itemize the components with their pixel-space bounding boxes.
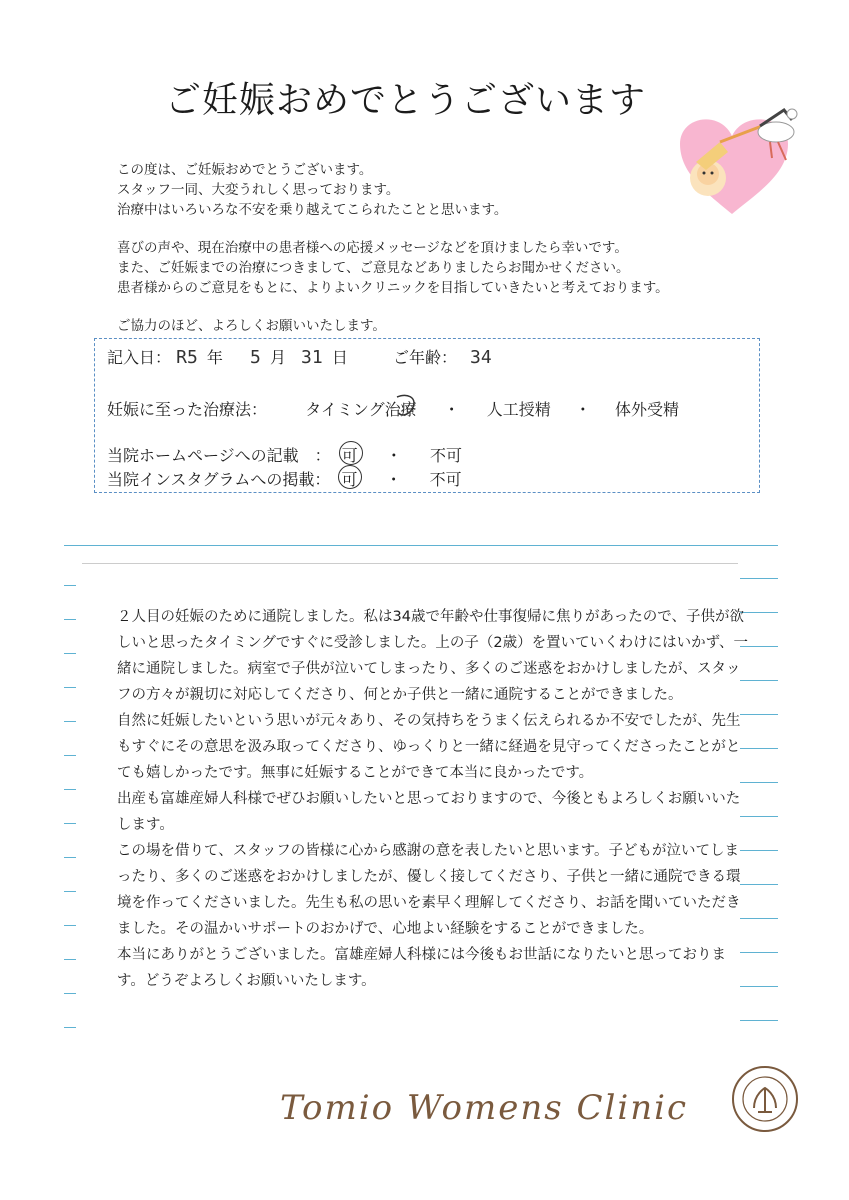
homepage-permit-option[interactable]: 可 xyxy=(342,443,358,466)
homepage-deny-option[interactable]: 不可 xyxy=(429,446,462,465)
instagram-label: 当院インスタグラムへの掲載： xyxy=(107,470,331,489)
message-paragraph: 本当にありがとうございました。富雄産婦人科様には今後もお世話になりたいと思っております。どうぞよろしくお願いいたします。 xyxy=(117,947,726,989)
intro-text xyxy=(117,160,797,336)
treatment-label: 妊娠に至った治療法： xyxy=(107,400,268,419)
instagram-deny-option[interactable]: 不可 xyxy=(429,470,462,489)
date-month-value[interactable]: 5 xyxy=(250,347,261,368)
separator-dot: ・ xyxy=(574,400,591,419)
treatment-option-iui[interactable]: 人工授精 xyxy=(486,400,551,419)
intro-line: ご協力のほど、よろしくお願いいたします。 xyxy=(117,318,386,334)
age-value[interactable]: 34 xyxy=(470,347,492,368)
date-year-value[interactable]: R5 xyxy=(176,347,198,368)
intro-line: 患者様からのご意見をもとに、よりよいクリニックを目指していきたいと考えております。 xyxy=(117,280,669,296)
message-paragraph: 自然に妊娠したいという思いが元々あり、その気持ちをうまく伝えられるか不安でしたが、先生もすぐにその意思を汲み取ってくださり、ゆっくりと一緒に経過を見守ってくださったことがとても嬉しかったです。無事に妊娠することができて本当に良かったです。 xyxy=(117,713,741,781)
date-day-unit: 日 xyxy=(331,348,348,367)
survey-form-box xyxy=(94,338,760,493)
intro-line: また、ご妊娠までの治療につきまして、ご意見などありましたらお聞かせください。 xyxy=(117,260,630,276)
handwritten-check-mark xyxy=(393,391,423,423)
message-paragraph: 出産も富雄産婦人科様でぜひお願いしたいと思っておりますので、今後ともよろしくお願いいたします。 xyxy=(117,791,741,833)
instagram-permit-option[interactable]: 可 xyxy=(341,467,357,490)
date-day-value[interactable]: 31 xyxy=(301,347,323,368)
intro-line: 喜びの声や、現在治療中の患者様への応援メッセージなどを頂けましたら幸いです。 xyxy=(117,240,628,256)
date-age-row xyxy=(107,345,492,368)
date-year-unit: 年 xyxy=(206,348,223,367)
clinic-brand-name: Tomio Womens Clinic xyxy=(280,1088,689,1128)
patient-message xyxy=(117,604,749,994)
homepage-label: 当院ホームページへの記載 ： xyxy=(107,446,331,465)
separator-dot: ・ xyxy=(385,470,402,489)
clinic-seal-logo-icon xyxy=(730,1064,800,1134)
divider-line xyxy=(82,563,738,564)
treatment-option-timing[interactable]: タイミング治療 xyxy=(305,400,417,419)
homepage-permission-row xyxy=(107,443,462,466)
intro-line: 治療中はいろいろな不安を乗り越えてこられたことと思います。 xyxy=(117,202,508,218)
message-paragraph: この場を借りて、スタッフの皆様に心から感謝の意を表したいと思います。子どもが泣いてしまったり、多くのご迷惑をおかけしましたが、優しく接してくださり、子供と一緒に通院できる環境を作ってくださいました。先生も私の思いを素早く理解してくださり、お話を聞いていただきました。その温かいサポートのおかげで、心地よい経験をすることができました。 xyxy=(117,843,741,937)
intro-line: この度は、ご妊娠おめでとうございます。 xyxy=(117,162,373,178)
date-label: 記入日： xyxy=(107,348,172,367)
divider-line xyxy=(64,545,778,546)
treatment-option-ivf[interactable]: 体外受精 xyxy=(614,400,679,419)
date-month-unit: 月 xyxy=(269,348,286,367)
age-label: ご年齢： xyxy=(392,348,457,367)
instagram-permission-row xyxy=(107,467,462,490)
separator-dot: ・ xyxy=(385,446,402,465)
intro-line: スタッフ一同、大変うれしく思っております。 xyxy=(117,182,400,198)
page-title: ご妊娠おめでとうございます xyxy=(165,80,647,121)
separator-dot: ・ xyxy=(443,400,460,419)
message-paragraph: ２人目の妊娠のために通院しました。私は34歳で年齢や仕事復帰に焦りがあったので、子供が欲しいと思ったタイミングですぐに受診しました。上の子（2歳）を置いていくわけにはいかず、一緒に通院しました。病室で子供が泣いてしまったり、多くのご迷惑をおかけしましたが、スタッフの方々が親切に対応してくださり、何とか子供と一緒に通院することができました。 xyxy=(117,609,748,703)
